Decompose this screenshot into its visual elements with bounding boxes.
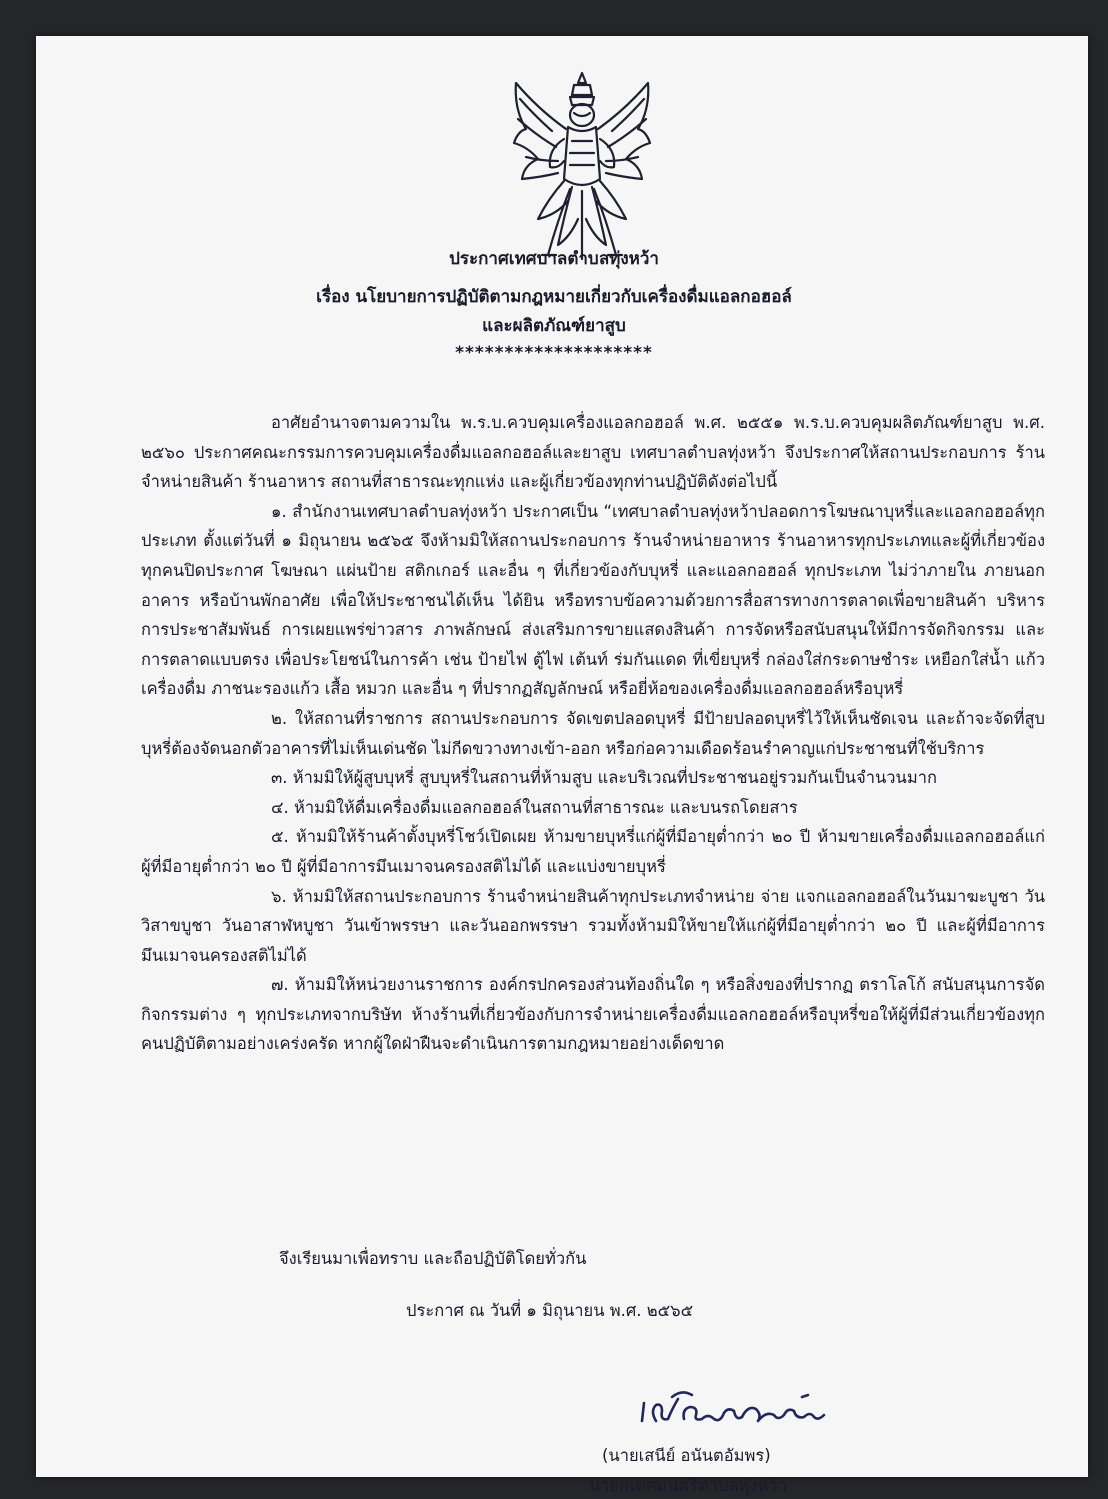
item-7: ๗. ห้ามมิให้หน่วยงานราชการ องค์กรปกครองส่วนท้องถิ่นใด ๆ หรือสิ่งของที่ปรากฏ ตราโลโก้ สนับสนุนการจัดกิจกรรมต่าง ๆ ทุกประเภทจากบริษัท ห้างร้านที่เกี่ยวข้องกับการจำหน่ายเครื่องดื่มแอลกอฮอล์หรือบุหรี่ขอให้ผู้ที่มีส่วนเกี่ยวข้องทุกคนปฏิบัติตามอย่างเคร่งครัด หากผู้ใดฝ่าฝืนจะดำเนินการตามกฎหมายอย่างเด็ดขาด (141, 975, 1045, 1054)
announcement-subject: เรื่อง นโยบายการปฏิบัติตามกฎหมายเกี่ยวกับเครื่องดื่มแอลกอฮอล์ (316, 287, 792, 307)
item-5: ๕. ห้ามมิให้ร้านค้าตั้งบุหรี่โชว์เปิดเผย ห้ามขายบุหรี่แก่ผู้ที่มีอายุต่ำกว่า ๒๐ ปี ห้ามขายเครื่องดื่มแอลกอฮอล์แก่ผู้ที่มีอายุต่ำกว่า ๒๐ ปี ผู้ที่มีอาการมึนเมาจนครองสติไม่ได้ และแบ่งขายบุหรี่ (141, 827, 1045, 876)
signatory-name: (นายเสนีย์ อนันตอัมพร) (602, 1446, 771, 1465)
announcement-title: ประกาศเทศบาลตำบลทุ่งหว้า (449, 249, 659, 269)
announcement-date: ประกาศ ณ วันที่ ๑ มิถุนายน พ.ศ. ๒๕๖๕ (406, 1301, 694, 1320)
title-separator: ******************** (455, 343, 653, 363)
intro-paragraph: อาศัยอำนาจตามความใน พ.ร.บ.ควบคุมเครื่องแอลกอฮอล์ พ.ศ. ๒๕๕๑ พ.ร.บ.ควบคุมผลิตภัณฑ์ยาสูบ พ.ศ. ๒๕๖๐ ประกาศคณะกรรมการควบคุมเครื่องดื่มแอลกอฮอล์และยาสูบ เทศบาลตำบลทุ่งหว้า จึงประกาศให้สถานประกอบการ ร้านจำหน่ายสินค้า ร้านอาหาร สถานที่สาธารณะทุกแห่ง และผู้เกี่ยวข้องทุกท่านปฏิบัติดังต่อไปนี้ (141, 413, 1045, 492)
signatory-position: นายกเทศมนตรีตำบลทุ่งหว้า (589, 1476, 787, 1495)
item-2: ๒. ให้สถานที่ราชการ สถานประกอบการ จัดเขตปลอดบุหรี่ มีป้ายปลอดบุหรี่ไว้ให้เห็นชัดเจน และถ้าจะจัดที่สูบบุหรี่ต้องจัดนอกตัวอาคารที่ไม่เห็นเด่นชัด ไม่กีดขวางทางเข้า-ออก หรือก่อความเดือดร้อนรำคาญแก่ประชาชนที่ใช้บริการ (141, 708, 1045, 758)
item-4: ๔. ห้ามมิให้ดื่มเครื่องดื่มแอลกอฮอล์ในสถานที่สาธารณะ และบนรถโดยสาร (271, 797, 798, 817)
announcement-body (141, 408, 1045, 1059)
closing-notice: จึงเรียนมาเพื่อทราบ และถือปฏิบัติโดยทั่วกัน (279, 1249, 587, 1268)
item-1: ๑. สำนักงานเทศบาลตำบลทุ่งหว้า ประกาศเป็น “เทศบาลตำบลทุ่งหว้าปลอดการโฆษณาบุหรี่และแอลกอฮอล์ทุกประเภท ตั้งแต่วันที่ ๑ มิถุนายน ๒๕๖๕ จึงห้ามมิให้สถานประกอบการ ร้านจำหน่ายอาหาร ร้านอาหารทุกประเภทและผู้ที่เกี่ยวข้องทุกคนปิดประกาศ โฆษณา แผ่นป้าย สติกเกอร์ และอื่น ๆ ที่เกี่ยวข้องกับบุหรี่ และแอลกอฮอล์ ทุกประเภท ไม่ว่าภายใน ภายนอกอาคาร หรือบ้านพักอาศัย เพื่อให้ประชาชนได้เห็น ได้ยิน หรือทราบข้อความด้วยการสื่อสารทางการตลาดเพื่อขายสินค้า บริหารการประชาสัมพันธ์ การเผยแพร่ข่าวสาร ภาพลักษณ์ ส่งเสริมการขายแสดงสินค้า การจัดหรือสนับสนุนให้มีการจัดกิจกรรม และการตลาดแบบตรง เพื่อประโยชน์ในการค้า เช่น ป้ายไฟ ตู้ไฟ เต้นท์ ร่มกันแดด ที่เขี่ยบุหรี่ กล่องใส่กระดาษชำระ เหยือกใส่น้ำ แก้ว เครื่องดื่ม ภาชนะรองแก้ว เสื้อ หมวก และอื่น ๆ ที่ปรากฏสัญลักษณ์ หรือยี่ห้อของเครื่องดื่มแอลกอฮอล์หรือบุหรี่ (141, 501, 1045, 699)
item-3: ๓. ห้ามมิให้ผู้สูบบุหรี่ สูบบุหรี่ในสถานที่ห้ามสูบ และบริเวณที่ประชาชนอยู่รวมกันเป็นจำนวนมาก (271, 768, 937, 788)
document-page (36, 36, 1088, 1495)
garuda-emblem-icon (508, 69, 656, 269)
announcement-subject-continued: และผลิตภัณฑ์ยาสูบ (482, 316, 626, 336)
item-6: ๖. ห้ามมิให้สถานประกอบการ ร้านจำหน่ายสินค้าทุกประเภทจำหน่าย จ่าย แจกแอลกอฮอล์ในวันมาฆะบูชา วันวิสาขบูชา วันอาสาฬหบูชา วันเข้าพรรษา และวันออกพรรษา รวมทั้งห้ามมิให้ขายให้แก่ผู้ที่มีอายุต่ำกว่า ๒๐ ปี และผู้ที่มีอาการมึนเมาจนครองสติไม่ได้ (141, 886, 1045, 965)
handwritten-signature (638, 1381, 838, 1435)
